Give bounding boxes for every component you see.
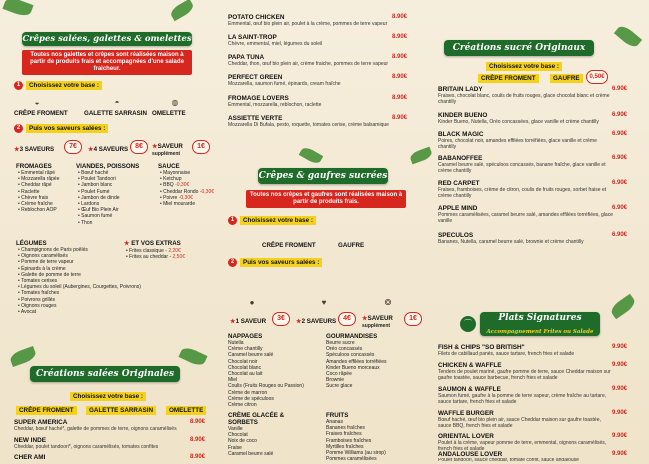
item-price: 6.90€: [612, 232, 628, 238]
base-price-badge: 0,50€: [586, 70, 608, 84]
item-name: CHICKEN & WAFFLE: [438, 362, 502, 369]
crepe-icon: ◒: [34, 97, 40, 107]
legumes-list: • Champignons de Paris poêlés • Oignons caramélisés • Pomme de terre vapeur • Épinards à la crème • Galette de pomme de terre • Tomates cerises • Légumes du soleil (Aubergines, Courgettes, Poivrons) • Tomates fraîches • Poivrons grillés • Oignons rouges • Avocat: [18, 247, 141, 316]
item-price: 9.90€: [612, 410, 628, 416]
leaf-decoration: [609, 294, 638, 320]
saveur-3: ★3 SAVEURS: [14, 146, 55, 153]
step-1-sucre: 1 Choisissez votre base :: [228, 216, 316, 225]
intro-sucrees: Toutes nos crêpes et gaufres sont réalisées maison à partir de produits frais.: [246, 190, 406, 208]
saveur-1: ★1 SAVEUR: [230, 318, 267, 325]
gourmandises-title: GOURMANDISES: [326, 333, 378, 340]
base-galette-sarrasin: GALETTE SARRASIN: [84, 110, 147, 117]
step-2-sucre: 2 Puis vos saveurs salées :: [228, 258, 322, 267]
item-name: ANDALOUSE LOVER: [438, 451, 503, 458]
base-option: CRÊPE FROMENT: [478, 74, 539, 83]
step-2-label: Puis vos saveurs salées :: [240, 258, 322, 267]
item-desc: Saumon fumé, gaufre à la pomme de terre vapeur, crème fraîche au tartare, sauce tartare, french fries et salade: [438, 393, 607, 405]
item-desc: Bœuf haché, œuf bio plein air, sauce Cheddar maison sur gaufre toastée, sauce BBQ, french fries et salade: [438, 417, 601, 429]
step-1-label: Choisissez votre base :: [26, 81, 102, 90]
item-price: 6.90€: [612, 205, 628, 211]
price-saveur-supp-sucre: 1€: [404, 312, 422, 326]
price-3-saveurs: 7€: [64, 140, 82, 154]
extras-list: • Frites classique - 2,20€ • Frites au cheddar - 2,50€: [126, 248, 186, 261]
sauce-list: • Mayonnaise • Ketchup • BBQ -0,30€ • Cheddar Rondo -0,30€ • Poivre -0,30€ • Miel mourarde: [160, 170, 215, 208]
item-name: PERFECT GREEN: [228, 74, 283, 81]
item-desc: Poulet à la crème, vapeur pomme de terre, emmental, oignons caramélisés, french fries et salade: [438, 440, 607, 452]
item-desc: Poires, chocolat noir, amandes effilées torréfiées, glace vanille et crème chantilly: [438, 138, 597, 150]
item-desc: Filets de cabillaud panés, sauce tartare, french fries et salade: [438, 351, 575, 357]
banner-crepes-sucrees: Crêpes & gaufres sucrées: [258, 168, 388, 184]
item-desc: Pommes caramélisées, caramel beurre salé, amandes effilées torréfiées, glace vanille: [438, 212, 613, 224]
saveur-4: ★4 SAVEURS: [88, 146, 129, 153]
item-desc: Emmental, mozzarella, reblochon, raclette: [228, 102, 322, 108]
item-price: 8.90€: [392, 95, 408, 101]
item-name: BRITAIN LADY: [438, 86, 483, 93]
item-name: BABANOFFEE: [438, 155, 483, 162]
leaf-decoration: [409, 147, 433, 165]
item-name: CHER AMI: [14, 454, 46, 461]
item-name: KINDER BUENO: [438, 112, 488, 119]
price-saveur-supp: 1€: [192, 140, 210, 154]
item-name: SAUMON & WAFFLE: [438, 386, 501, 393]
nappages-title: NAPPAGES: [228, 333, 263, 340]
item-price: 6.90€: [612, 180, 628, 186]
item-price: 8.90€: [392, 54, 408, 60]
item-desc: Emmental, œuf bio plein air, poulet à la crème, pommes de terre vapeur: [228, 21, 388, 27]
saveur-supplement: ★SAVEUR supplément: [152, 143, 183, 158]
fromages-title: FROMAGES: [16, 163, 52, 170]
base-option: GAUFRE: [550, 74, 583, 83]
nappages-list: Nutella Crème chantilly Caramel beurre salé Chocolat noir Chocolat blanc Chocolat au lait Miel Coulis (Fruits Rouges ou Passion) Crème de marron Crème de spéculoos Crème citron: [228, 340, 304, 409]
banner-creations-salees: Créations salées Originales: [30, 366, 180, 382]
intro-salees: Toutes nos galettes et crêpes sont réalisées maison à partir de produits frais et accompagnées d'une salade fraicheur.: [22, 50, 192, 75]
item-name: FROMAGE LOVERS: [228, 95, 289, 102]
extras-title: ★ ET VOS EXTRAS: [124, 240, 181, 247]
viandes-list: • Bœuf haché • Poulet Tandoori • Jambon blanc • Poulet Fumé • Jambon de dinde • Lardons • Œuf Bio Plein Air • Saumon fumé • Thon: [78, 170, 120, 226]
leaf-decoration: [299, 145, 324, 166]
item-price: 6.90€: [612, 155, 628, 161]
item-name: SPECULOS: [438, 232, 474, 239]
item-desc: Caramel beurre salé, spéculoos concassés, banane fraîche, glace vanille et crème chantilly: [438, 162, 606, 174]
item-price: 9.90€: [612, 433, 628, 439]
item-price: 6.90€: [612, 131, 628, 137]
base-option: CRÊPE FROMENT: [16, 406, 77, 415]
base-label-sucre: Choisissez votre base :: [486, 62, 562, 71]
item-name: PAPA TUNA: [228, 54, 265, 61]
item-desc: Fraises, chocolat blanc, coulis de fruits rouges, glace chocolat blanc et crème chantilly: [438, 93, 610, 105]
step-1-label: Choisissez votre base :: [240, 216, 316, 225]
leaf-decoration: [9, 346, 38, 367]
item-desc: Cheddar, poulet tandoori*, oignons caramélisés, tomates confites: [14, 444, 159, 450]
banner-crepes-salees: Crêpes salées, galettes & omelettes: [22, 34, 192, 44]
base-crepe-froment: CRÊPE FROMENT: [14, 110, 68, 117]
item-price: 8.90€: [190, 437, 206, 443]
nutella-icon: ●: [249, 297, 255, 307]
item-price: 8.90€: [392, 115, 408, 121]
step-2: 2 Puis vos saveurs salées :: [14, 124, 108, 133]
item-name: ORIENTAL LOVER: [438, 433, 494, 440]
viandes-title: VIANDES, POISSONS: [76, 163, 140, 170]
item-desc: Mozzarella, saumon fumé, épinards, cream fraîche: [228, 81, 341, 87]
base-option: OMELETTE: [166, 406, 206, 415]
leaf-decoration: [178, 345, 207, 368]
item-name: SUPER AMERICA: [14, 419, 68, 426]
item-price: 9.90€: [612, 451, 628, 457]
item-price: 8.90€: [190, 454, 206, 460]
glace-list: Vanille Chocolat Noix de coco Fraise Caramel beurre salé: [228, 426, 274, 457]
step-1: 1 Choisissez votre base :: [14, 81, 102, 90]
leaf-decoration: [614, 23, 642, 50]
base-option: GALETTE SARRASIN: [86, 406, 156, 415]
price-1-saveur: 3€: [272, 312, 290, 326]
saveur-supp-sucre: ★SAVEUR supplément: [362, 315, 393, 330]
item-name: ASSIETTE VERTE: [228, 115, 283, 122]
item-price: 9.90€: [612, 344, 628, 350]
leaf-decoration: [169, 0, 196, 21]
fruits-list: Ananas Bananes fraîches Fraises fraîches Framboises fraîches Myrtilles fraîches Pomme Williams (au sirop) Pommes caramélisées: [326, 419, 386, 463]
fruits-title: FRUITS: [326, 412, 349, 419]
sauce-title: SAUCE: [158, 163, 180, 170]
price-2-saveurs: 4€: [338, 312, 356, 326]
item-desc: Mozzarella Di Bufala, pesto, roquette, tomates cerise, crème balsamique: [228, 122, 389, 128]
base-gaufre: GAUFRE: [338, 242, 365, 249]
item-desc: Cheddar, bœuf haché*, galette de pommes de terre, oignons caramélisés: [14, 426, 177, 432]
step-2-label: Puis vos saveurs salées :: [26, 124, 108, 133]
base-omelette: OMELETTE: [152, 110, 186, 117]
item-name: FISH & CHIPS "SO BRITISH": [438, 344, 525, 351]
glace-title: CRÈME GLACÉE & SORBETS: [228, 412, 285, 427]
item-desc: Cheddar, thon, œuf bio plein air, crème fraiche, pommes de terre vapeur: [228, 61, 389, 67]
leaf-decoration: [2, 0, 33, 18]
base-label-salees: Choisissez votre base :: [70, 392, 146, 401]
price-4-saveurs: 8€: [130, 140, 148, 154]
item-desc: Poulet tandoori, sauce cheddar, tomate confit, sauce andalouse: [438, 458, 579, 463]
item-name: LA SAINT-TROP: [228, 34, 277, 41]
item-name: POTATO CHICKEN: [228, 14, 285, 21]
item-desc: Kinder Bueno, Nutella, Oréo concassées, glace vanille et crème chantilly: [438, 119, 599, 125]
item-price: 9.90€: [612, 362, 628, 368]
item-name: NEW INDE: [14, 437, 46, 444]
item-desc: Bananes, Nutella, caramel beurre salé, brownie et crème chantilly: [438, 239, 584, 245]
item-name: RED CARPET: [438, 180, 480, 187]
item-price: 9.90€: [612, 386, 628, 392]
item-desc: Fraises, framboises, crème de citron, coulis de fruits rouges, sorbet fraise et crème chantilly: [438, 187, 607, 199]
item-price: 6.90€: [612, 112, 628, 118]
saveur-2: ★2 SAVEURS: [296, 318, 337, 325]
omelette-icon: ◍: [171, 97, 179, 107]
item-price: 8.90€: [392, 74, 408, 80]
item-name: BLACK MAGIC: [438, 131, 484, 138]
item-price: 6.90€: [612, 86, 628, 92]
item-price: 8.90€: [190, 419, 206, 425]
base-crepe-froment: CRÊPE FROMENT: [262, 242, 316, 249]
item-price: 8.90€: [392, 14, 408, 20]
item-name: WAFFLE BURGER: [438, 410, 494, 417]
dish-icon: ⌒: [460, 316, 476, 332]
gourmandises-list: Beurre sucre Oréo concassés Spéculoos concassés Amandes effilées torréfiées Kinder Bueno morceaux Coco râpée Brownie Sucre glace: [326, 340, 387, 390]
item-desc: Tenders de poulet mariné, gaufre pomme de terre, sauce Cheddar maison sur gaufre toastée, sauce barbecue, french fries et salade: [438, 369, 611, 381]
banner-plats-signatures: Plats Signatures Accompagnement Frites ou Salade: [480, 312, 600, 336]
item-name: APPLE MIND: [438, 205, 478, 212]
legumes-title: LÉGUMES: [16, 240, 47, 247]
strawberry-icon: ♥: [321, 297, 327, 307]
item-price: 8.90€: [392, 34, 408, 40]
galette-icon: ◓: [114, 97, 120, 107]
banner-creations-sucre: Créations sucré Originaux: [444, 40, 594, 56]
almond-icon: ❂: [384, 297, 392, 307]
item-desc: Chèvre, emmental, miel, légumes du soleil: [228, 41, 323, 47]
fromages-list: • Emmental râpé • Mozzarella râpée • Cheddar râpé • Raclette • Chèvre frais • Crème fraîche • Reblochon AOP: [18, 170, 60, 214]
